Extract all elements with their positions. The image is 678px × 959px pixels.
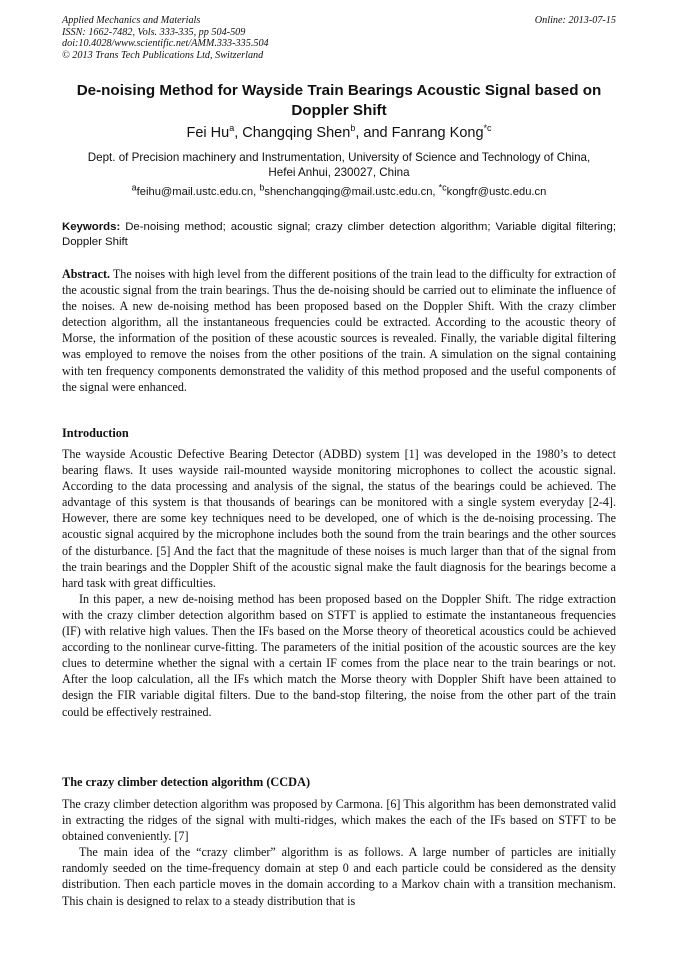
author-list bbox=[62, 124, 616, 142]
author-emails bbox=[62, 182, 616, 199]
abstract bbox=[62, 266, 616, 395]
copyright-line: © 2013 Trans Tech Publications Ltd, Switzerland bbox=[62, 49, 264, 61]
ccda-paragraph-2: The main idea of the “crazy climber” algorithm is as follows. A large number of particles are initially randomly seeded on the time-frequency domain at step 0 and each particle could be considered as the density distribution. Then each particle moves in the domain according to a Markov chain with a transition mechanism. This chain is designed to relax to a steady distribution that is bbox=[62, 845, 616, 908]
issn-line: ISSN: 1662-7482, Vols. 333-335, pp 504-509 bbox=[62, 26, 246, 38]
introduction-body bbox=[62, 446, 616, 720]
email-2-sup: b bbox=[259, 182, 265, 193]
email-3: kongfr@ustc.edu.cn bbox=[446, 186, 547, 198]
introduction-paragraph-1: The wayside Acoustic Defective Bearing Detector (ADBD) system [1] was developed in the 1980’s to detect bearing flaws. It uses wayside rail-mounted wayside monitoring microphones to collect the acoustic signal. According to the data processing and analysis of the signal, the status of the bearings could be achieved. The advantage of this system is that thousands of bearings can be monitored with a single system everyday [2-4]. However, there are some key techniques need to be developed, one of which is the de-noising processing. The acoustic signal acquired by the microphone includes both the sound from the train bearings and the other sources of the disturbance. [5] And the fact that the magnitude of these noises is much larger than that of the signal from the train bearings and the Doppler Shift of the acoustic signal make the fault diagnosis for the bearings become a hard task with great difficulties. bbox=[62, 447, 616, 590]
affiliation-line-1: Dept. of Precision machinery and Instrumentation, University of Science and Technology of China, bbox=[87, 151, 591, 164]
keywords bbox=[62, 220, 616, 251]
paper-title bbox=[62, 81, 616, 121]
affiliation bbox=[62, 150, 616, 180]
abstract-text: The noises with high level from the different positions of the train lead to the difficulty for extraction of the acoustic signal from the train bearings. Thus the de-noising should be carried out to eliminate the influence of the noises. A new de-noising method has been proposed based on the Doppler Shift. With the crazy climber detection algorithm, all the instantaneous frequencies could be extracted. According to the acoustic theory of Morse, the information of the position of these acoustic sources is revealed. Finally, the variable digital filtering was employed to remove the noises from the other positions of the train. A simulation on the signal containing with ten frequency components demonstrated the validity of this method proposed and the useful components of the signal were enhanced. bbox=[62, 267, 616, 394]
email-3-sup: *c bbox=[438, 182, 447, 193]
author-separator-2: , and bbox=[355, 125, 392, 141]
ccda-body bbox=[62, 796, 616, 909]
ccda-paragraph-1: The crazy climber detection algorithm was proposed by Carmona. [6] This algorithm has been demonstrated valid in extracting the ridges of the signal with multi-ridges, which makes the each of the IFs based on STFT to be obtained conveniently. [7] bbox=[62, 797, 616, 844]
author-3-sup: *c bbox=[483, 123, 492, 134]
introduction-heading: Introduction bbox=[62, 426, 129, 440]
author-2-name: Changqing Shen bbox=[242, 125, 351, 141]
abstract-label: Abstract. bbox=[62, 267, 111, 281]
author-1-name: Fei Hu bbox=[186, 125, 230, 141]
introduction-paragraph-2: In this paper, a new de-noising method has been proposed based on the Doppler Shift. The ridge extraction with the crazy climber detection algorithm based on STFT is applied to estimate the instantaneous frequencies (IF) with relative high values. Then the IFs based on the Morse theory of theoretical acoustics could be achieved according to the nonlinear curve-fitting. The parameters of the initial position of the acoustic sources are the key clues to determine whether the signal with a certain IF comes from the place near to the train bearings or not. After the loop calculation, all the IFs which match the Morse theory with Doppler Shift have been attained to design the FIR variable digital filters. Due to the band-stop filtering, the noise from the other part of the train could be effectively restrained. bbox=[62, 591, 616, 719]
affiliation-line-2: Hefei Anhui, 230027, China bbox=[268, 166, 410, 179]
title-line-2: Doppler Shift bbox=[291, 102, 387, 119]
doi-line: doi:10.4028/www.scientific.net/AMM.333-335.504 bbox=[62, 38, 269, 50]
title-line-1: De-noising Method for Wayside Train Bearings Acoustic Signal based on bbox=[76, 82, 602, 99]
keywords-label: Keywords: bbox=[62, 221, 121, 233]
email-2: shenchangqing@mail.ustc.edu.cn, bbox=[264, 186, 439, 198]
author-separator-1: , bbox=[234, 125, 243, 141]
online-date: Online: 2013-07-15 bbox=[534, 15, 616, 26]
author-2-sup: b bbox=[350, 123, 356, 134]
journal-name: Applied Mechanics and Materials bbox=[62, 15, 201, 26]
email-1-sup: a bbox=[131, 182, 137, 193]
author-3-name: Fanrang Kong bbox=[391, 125, 484, 141]
keywords-text: De-noising method; acoustic signal; crazy climber detection algorithm; Variable digital filtering; Doppler Shift bbox=[62, 221, 616, 249]
email-1: feihu@mail.ustc.edu.cn, bbox=[136, 186, 260, 198]
journal-header bbox=[62, 15, 616, 61]
author-1-sup: a bbox=[229, 123, 235, 134]
ccda-heading: The crazy climber detection algorithm (CCDA) bbox=[62, 775, 311, 789]
